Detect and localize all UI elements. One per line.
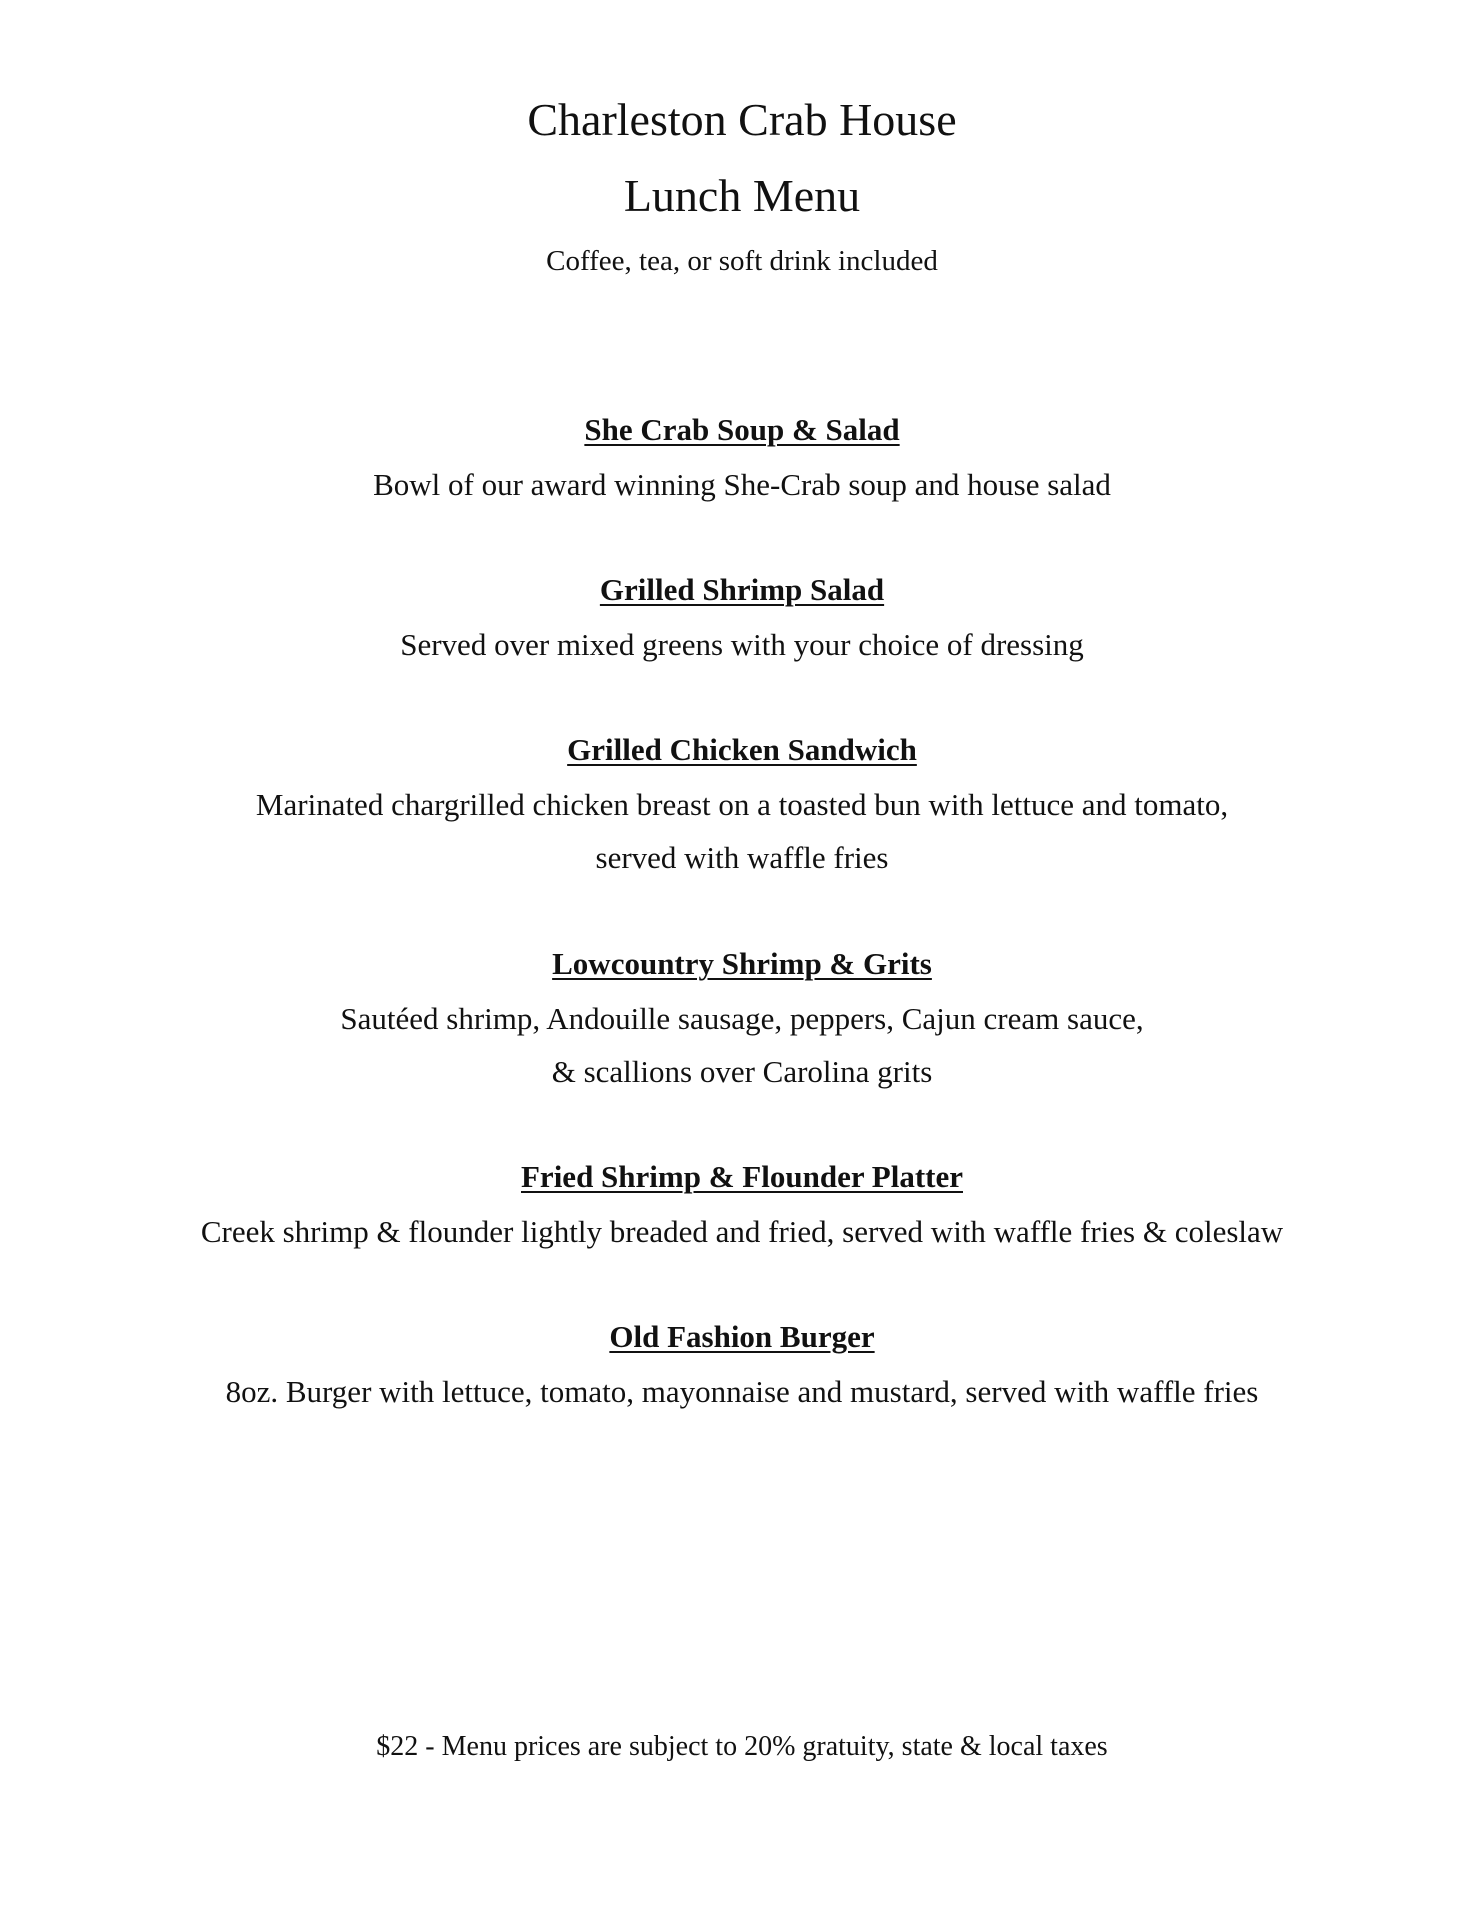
menu-item-name: Lowcountry Shrimp & Grits [552, 946, 932, 981]
menu-item-description: 8oz. Burger with lettuce, tomato, mayonnaise and mustard, served with waffle fries [225, 1374, 1259, 1409]
menu-item-name: Grilled Chicken Sandwich [567, 732, 917, 767]
price-note: $22 - Menu prices are subject to 20% gratuity, state & local taxes [376, 1731, 1108, 1762]
menu-title: Lunch Menu [623, 170, 861, 221]
restaurant-name: Charleston Crab House [527, 94, 957, 145]
menu-item-name: She Crab Soup & Salad [584, 412, 900, 447]
menu-item-description: Sautéed shrimp, Andouille sausage, peppers, Cajun cream sauce, [340, 1001, 1144, 1036]
menu-item-name: Grilled Shrimp Salad [599, 572, 885, 607]
menu-item-description: Creek shrimp & flounder lightly breaded and fried, served with waffle fries & coleslaw [200, 1214, 1284, 1249]
menu-item-name: Old Fashion Burger [609, 1319, 875, 1354]
menu-note: Coffee, tea, or soft drink included [546, 245, 938, 277]
menu-item-description: & scallions over Carolina grits [551, 1054, 933, 1089]
menu-item-description: Served over mixed greens with your choice of dressing [400, 627, 1084, 662]
menu-item-description: Marinated chargrilled chicken breast on a toasted bun with lettuce and tomato, [255, 787, 1229, 822]
menu-item-name: Fried Shrimp & Flounder Platter [521, 1159, 963, 1194]
menu-item-description: served with waffle fries [595, 840, 889, 875]
menu-item-description: Bowl of our award winning She-Crab soup and house salad [373, 467, 1111, 502]
